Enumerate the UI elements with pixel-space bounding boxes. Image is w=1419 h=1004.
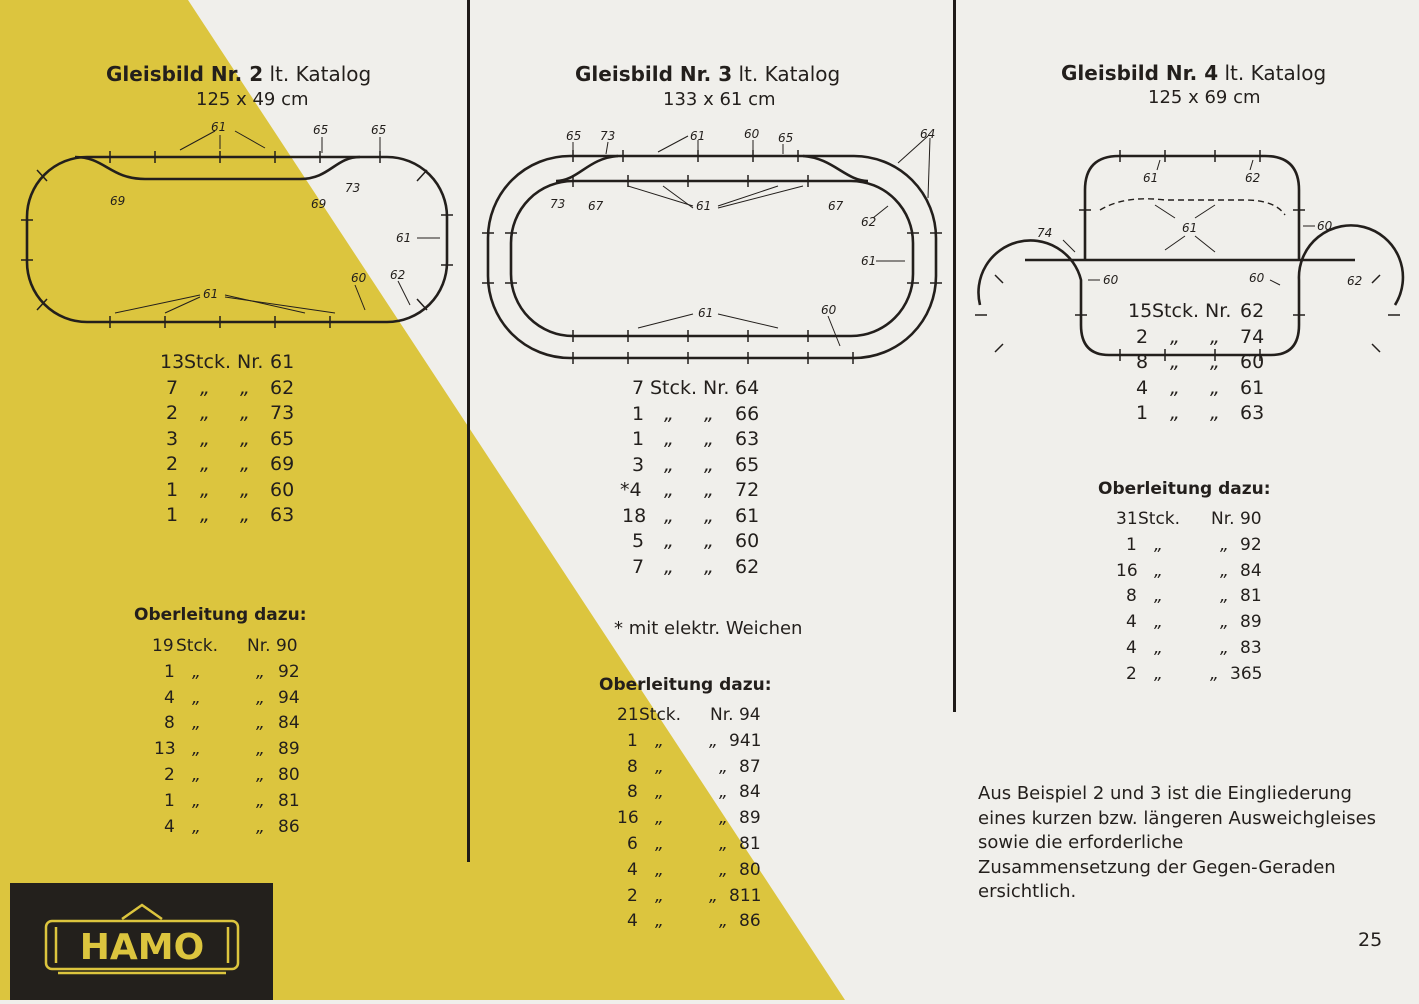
ditto-mark: „ [256, 790, 265, 811]
qty: 1 [1126, 534, 1137, 555]
ditto-mark: „ [1154, 612, 1163, 633]
layout-2-siding [75, 157, 360, 179]
ditto-mark: „ [719, 833, 728, 854]
ditto-mark: „ [704, 555, 714, 578]
ditto-mark: „ [704, 402, 714, 425]
qty: 6 [627, 833, 638, 854]
track-label: 61 [690, 129, 706, 143]
layout-4-track-diagram [975, 140, 1410, 375]
part-number: 63 [1240, 402, 1265, 424]
ditto-mark: „ [256, 713, 265, 734]
ditto-mark: „ [1210, 351, 1220, 373]
qty: 1 [627, 730, 638, 751]
ditto-mark: „ [1210, 663, 1219, 684]
qty: 19 [152, 636, 174, 656]
unit: Stck. Nr. [184, 351, 264, 373]
part-number: 74 [1240, 325, 1265, 348]
hamo-logo-text: HAMO [79, 927, 205, 968]
description-paragraph [978, 782, 1398, 905]
qty: 1 [166, 478, 179, 501]
layout-4-size: 125 x 69 cm [1148, 87, 1261, 108]
part-number: Nr. 90 [1211, 509, 1262, 529]
part-number: 83 [1240, 637, 1262, 658]
qty: 7 [166, 376, 179, 399]
ditto-mark: „ [1210, 325, 1220, 348]
layout-2-label: Gleisbild Nr. 2 [106, 62, 264, 86]
ditto-mark: „ [1154, 534, 1163, 555]
column-divider-2 [953, 0, 956, 712]
part-number: 89 [278, 739, 300, 760]
hamo-logo [10, 883, 273, 1000]
layout-3-crossover-left [556, 156, 618, 181]
track-label: 64 [920, 127, 936, 141]
track-label: 61 [203, 287, 219, 301]
track-label: 65 [566, 129, 582, 143]
ditto-mark: „ [192, 713, 201, 734]
track-label: 73 [345, 181, 361, 195]
ditto-mark: „ [664, 479, 674, 501]
layout-3-label: Gleisbild Nr. 3 [575, 62, 733, 86]
part-number: 60 [1240, 351, 1265, 373]
layout-3-title [575, 62, 840, 86]
ditto-mark: „ [655, 782, 664, 803]
ditto-mark: „ [655, 833, 664, 854]
ditto-mark: „ [240, 376, 250, 399]
qty: 16 [617, 808, 639, 829]
track-label: 60 [351, 271, 367, 285]
ditto-mark: „ [192, 687, 201, 708]
part-number: Nr. 94 [710, 705, 761, 725]
qty: 7 [632, 377, 645, 399]
ditto-mark: „ [1170, 376, 1180, 399]
ditto-mark: „ [1210, 402, 1220, 424]
part-number: 65 [735, 453, 760, 476]
ditto-mark: „ [1220, 612, 1229, 633]
part-number: 84 [1240, 560, 1262, 581]
track-label: 65 [371, 123, 387, 137]
part-number: 80 [739, 859, 761, 880]
ditto-mark: „ [655, 756, 664, 777]
description-line: eines kurzen bzw. längeren Ausweichgleises [978, 807, 1377, 829]
ditto-mark: „ [1220, 560, 1229, 581]
ditto-mark: „ [655, 730, 664, 751]
part-number: 92 [1240, 534, 1262, 555]
part-number: 66 [735, 402, 760, 425]
layout-3-crossover-right [803, 156, 868, 181]
ditto-mark: „ [1154, 560, 1163, 581]
ditto-mark: „ [655, 911, 664, 932]
unit: Stck. [176, 636, 219, 656]
layout-4-overhead-wire [1100, 199, 1285, 215]
ditto-mark: „ [192, 739, 201, 760]
ditto-mark: „ [704, 504, 714, 527]
ditto-mark: „ [709, 730, 718, 751]
part-number: 811 [729, 885, 762, 906]
track-label: 67 [588, 199, 604, 213]
ditto-mark: „ [240, 478, 250, 501]
ditto-mark: „ [200, 427, 210, 450]
qty: 4 [1136, 376, 1149, 399]
unit: Stck. Nr. [1152, 300, 1232, 322]
track-label: 61 [698, 306, 714, 320]
layout-2-size: 125 x 49 cm [196, 89, 309, 110]
track-label: 73 [600, 129, 616, 143]
part-number: 81 [739, 833, 761, 854]
qty: 1 [632, 428, 645, 450]
part-number: Nr. 90 [247, 636, 298, 656]
part-number: 62 [735, 555, 760, 578]
ditto-mark: „ [1154, 663, 1163, 684]
qty: 4 [627, 911, 638, 932]
track-label: 65 [313, 123, 329, 137]
track-label: 60 [1249, 271, 1265, 285]
qty: 8 [627, 782, 638, 803]
part-number: 86 [739, 911, 761, 932]
ditto-mark: „ [192, 790, 201, 811]
qty: 1 [164, 790, 175, 811]
ditto-mark: „ [256, 739, 265, 760]
part-number: 87 [739, 756, 761, 777]
ditto-mark: „ [704, 479, 714, 501]
part-number: 72 [735, 479, 760, 501]
part-number: 73 [270, 402, 295, 424]
qty: 13 [154, 739, 176, 760]
ditto-mark: „ [192, 764, 201, 785]
part-number: 64 [735, 377, 760, 399]
layout-4-label: Gleisbild Nr. 4 [1061, 61, 1219, 85]
track-label: 61 [1143, 171, 1159, 185]
layout-4-lower-loops [978, 225, 1402, 355]
qty: 2 [166, 453, 179, 475]
qty: 8 [1126, 586, 1137, 607]
track-label: 60 [1103, 273, 1119, 287]
qty: 4 [164, 816, 175, 837]
part-number: 60 [735, 530, 760, 552]
ditto-mark: „ [1154, 637, 1163, 658]
part-number: 365 [1230, 663, 1263, 684]
ditto-mark: „ [200, 376, 210, 399]
qty: 2 [166, 402, 179, 424]
qty: 2 [1126, 663, 1137, 684]
track-label: 61 [1182, 221, 1198, 235]
ditto-mark: „ [664, 530, 674, 552]
qty: 16 [1116, 560, 1138, 581]
qty: 2 [164, 764, 175, 785]
qty: 21 [617, 705, 639, 725]
layout-3-size: 133 x 61 cm [663, 89, 776, 110]
ditto-mark: „ [1154, 586, 1163, 607]
ditto-mark: „ [192, 816, 201, 837]
part-number: 86 [278, 816, 300, 837]
ditto-mark: „ [200, 453, 210, 475]
track-label: 61 [211, 120, 227, 134]
track-label: 61 [696, 199, 712, 213]
qty: 8 [1136, 351, 1149, 373]
ditto-mark: „ [704, 453, 714, 476]
page-number: 25 [1358, 929, 1383, 951]
ditto-mark: „ [664, 402, 674, 425]
ditto-mark: „ [240, 427, 250, 450]
ditto-mark: „ [1220, 637, 1229, 658]
description-line: sowie die erforderliche [978, 832, 1184, 853]
track-label: 61 [396, 231, 412, 245]
ditto-mark: „ [719, 756, 728, 777]
track-label: 61 [861, 254, 877, 268]
layout-4-suffix: lt. Katalog [1224, 61, 1327, 85]
track-label: 62 [1245, 171, 1261, 185]
qty: 4 [627, 859, 638, 880]
part-number: 84 [739, 782, 761, 803]
unit: Stck. Nr. [650, 377, 730, 399]
unit: Stck. [639, 705, 682, 725]
track-label: 60 [744, 127, 760, 141]
qty: 8 [164, 713, 175, 734]
layout-2-track-diagram [15, 115, 465, 330]
qty: 8 [627, 756, 638, 777]
layout-4-overhead-title: Oberleitung dazu: [1098, 479, 1271, 499]
ditto-mark: „ [240, 402, 250, 424]
ditto-mark: „ [200, 402, 210, 424]
description-line: ersichtlich. [978, 881, 1077, 902]
track-label: 74 [1037, 226, 1053, 240]
part-number: 65 [270, 427, 295, 450]
description-line: Zusammensetzung der Gegen-Geraden [978, 856, 1336, 878]
ditto-mark: „ [1210, 376, 1220, 399]
layout-4-title [1061, 61, 1326, 85]
ditto-mark: „ [704, 530, 714, 552]
track-label: 65 [778, 131, 794, 145]
layout-2-ties [21, 151, 453, 328]
track-label: 62 [1347, 274, 1363, 288]
qty: 1 [166, 504, 179, 526]
part-number: 81 [278, 790, 300, 811]
ditto-mark: „ [256, 816, 265, 837]
track-label: 73 [550, 197, 566, 211]
ditto-mark: „ [192, 661, 201, 682]
ditto-mark: „ [655, 885, 664, 906]
track-label: 60 [1317, 219, 1333, 233]
part-number: 60 [270, 478, 295, 501]
track-label: 62 [390, 268, 406, 282]
layout-3-overhead-title: Oberleitung dazu: [599, 675, 772, 695]
layout-2-title [106, 62, 371, 86]
ditto-mark: „ [1170, 325, 1180, 348]
track-label: 69 [110, 194, 126, 208]
ditto-mark: „ [655, 808, 664, 829]
qty: 4 [164, 687, 175, 708]
qty: 4 [1126, 637, 1137, 658]
layout-2-suffix: lt. Katalog [269, 62, 372, 86]
ditto-mark: „ [200, 478, 210, 501]
ditto-mark: „ [240, 453, 250, 475]
ditto-mark: „ [1170, 402, 1180, 424]
ditto-mark: „ [719, 782, 728, 803]
track-label: 62 [861, 215, 877, 229]
track-label: 69 [311, 197, 327, 211]
part-number: 61 [270, 351, 295, 373]
part-number: 89 [739, 808, 761, 829]
description-line: Aus Beispiel 2 und 3 ist die Eingliederung [978, 783, 1352, 804]
part-number: 84 [278, 713, 300, 734]
layout-4-upper-loop [1085, 156, 1299, 260]
qty: 31 [1116, 509, 1138, 529]
ditto-mark: „ [256, 687, 265, 708]
track-label: 67 [828, 199, 844, 213]
ditto-mark: „ [1220, 534, 1229, 555]
qty: 4 [1126, 612, 1137, 633]
layout-2-overhead-title: Oberleitung dazu: [134, 605, 307, 625]
ditto-mark: „ [704, 428, 714, 450]
part-number: 63 [270, 504, 295, 526]
ditto-mark: „ [664, 555, 674, 578]
qty: 13 [160, 351, 185, 373]
ditto-mark: „ [664, 428, 674, 450]
qty: 1 [164, 661, 175, 682]
ditto-mark: „ [655, 859, 664, 880]
qty: 3 [166, 427, 179, 450]
qty: 2 [1136, 325, 1149, 348]
ditto-mark: „ [719, 859, 728, 880]
qty: 18 [622, 504, 647, 527]
part-number: 89 [1240, 612, 1262, 633]
ditto-mark: „ [709, 885, 718, 906]
part-number: 69 [270, 453, 295, 475]
column-divider-1 [467, 0, 470, 862]
qty: 3 [632, 453, 645, 476]
qty: 2 [627, 885, 638, 906]
layout-3-leaders [573, 136, 930, 346]
electric-switches-note: * mit elektr. Weichen [614, 618, 803, 639]
qty: 1 [632, 402, 645, 425]
ditto-mark: „ [664, 453, 674, 476]
part-number: 63 [735, 428, 760, 450]
part-number: 62 [270, 376, 295, 399]
qty: 1 [1136, 402, 1149, 424]
part-number: 81 [1240, 586, 1262, 607]
ditto-mark: „ [200, 504, 210, 526]
ditto-mark: „ [240, 504, 250, 526]
qty: 15 [1128, 300, 1153, 322]
ditto-mark: „ [719, 808, 728, 829]
unit: Stck. [1138, 509, 1181, 529]
part-number: 92 [278, 661, 300, 682]
part-number: 80 [278, 764, 300, 785]
hamo-logo-tram-icon [10, 883, 273, 1000]
ditto-mark: „ [664, 504, 674, 527]
qty: *4 [620, 479, 642, 501]
qty: 5 [632, 530, 645, 552]
ditto-mark: „ [256, 764, 265, 785]
qty: 7 [632, 555, 645, 578]
ditto-mark: „ [719, 911, 728, 932]
part-number: 94 [278, 687, 300, 708]
part-number: 941 [729, 730, 762, 751]
part-number: 61 [735, 504, 760, 527]
track-label: 60 [821, 303, 837, 317]
layout-3-track-diagram [478, 118, 948, 368]
ditto-mark: „ [1220, 586, 1229, 607]
ditto-mark: „ [1170, 351, 1180, 373]
ditto-mark: „ [256, 661, 265, 682]
layout-4-ties [975, 150, 1400, 361]
layout-3-suffix: lt. Katalog [738, 62, 841, 86]
part-number: 62 [1240, 300, 1265, 322]
part-number: 61 [1240, 376, 1265, 399]
